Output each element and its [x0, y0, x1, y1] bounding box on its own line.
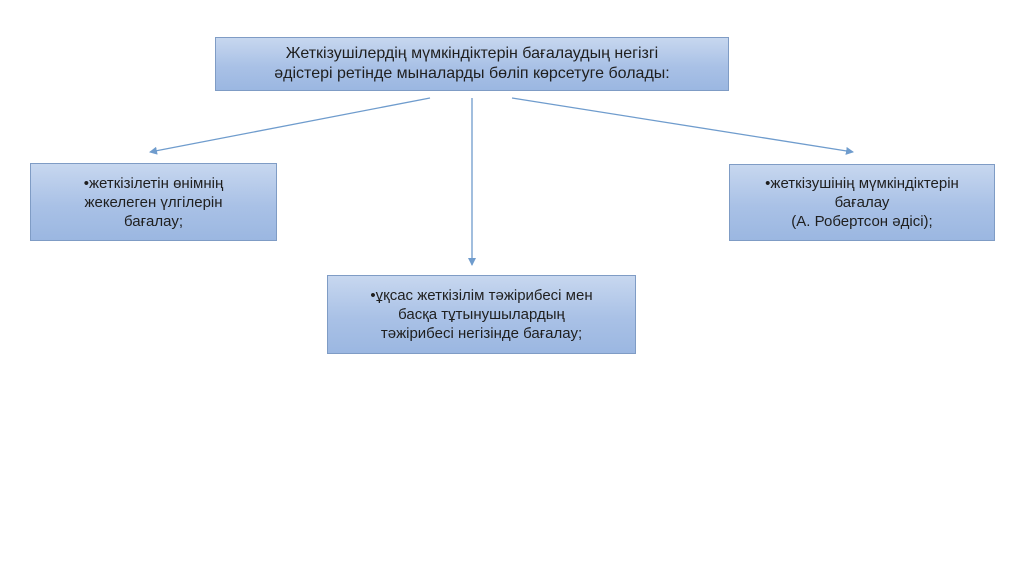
branch-node-samples-text: •жеткізілетін өнімнің жекелеген үлгілерін бағалау; — [83, 174, 224, 230]
arrow-to-right-box — [512, 98, 853, 152]
root-node-text: Жеткізушілердің мүмкіндіктерін бағалаудың негізгі әдістері ретінде мыналарды бөліп көрсетуге болады: — [274, 45, 670, 82]
root-node — [215, 37, 729, 91]
arrow-to-left-box — [150, 98, 430, 152]
branch-node-robertson — [729, 164, 995, 241]
branch-node-samples — [30, 163, 277, 241]
branch-node-robertson-text: •жеткізушінің мүмкіндіктерін бағалау (А. Робертсон әдісі); — [765, 175, 959, 230]
branch-node-experience-text: •ұқсас жеткізілім тәжірибесі мен басқа тұтынушылардың тәжірибесі негізінде бағалау; — [370, 287, 593, 342]
branch-node-experience — [327, 275, 636, 354]
